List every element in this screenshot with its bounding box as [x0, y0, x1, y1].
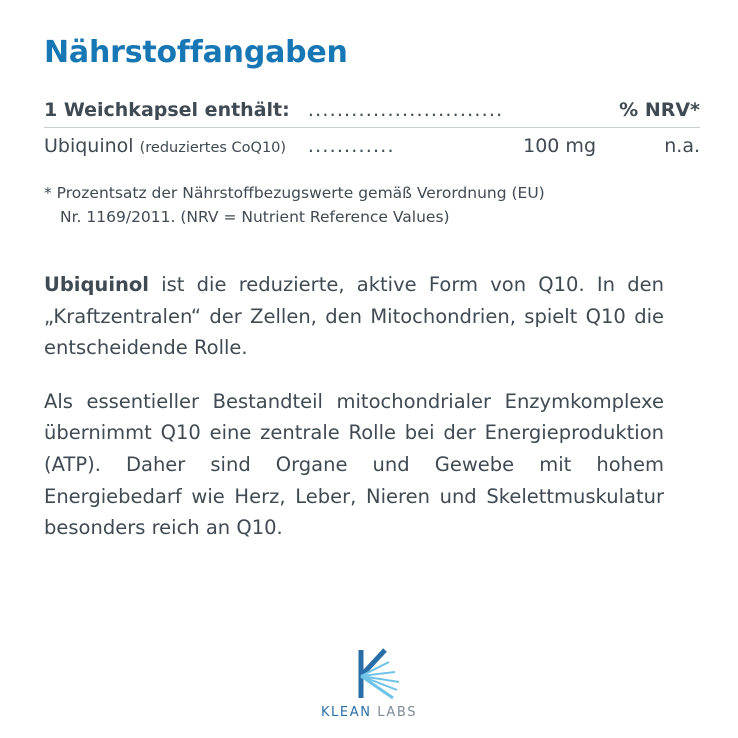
header-dot-leader: ........................... — [308, 99, 518, 128]
nrv-header: % NRV* — [596, 99, 700, 128]
nutrition-table — [44, 99, 700, 159]
paragraph-1-rest: ist die reduzierte, aktive Form von Q10. In den „Kraftzentralen“ der Zellen, den Mitochondrien, spielt Q10 die entscheidende Rolle. — [44, 273, 664, 360]
header-amount-spacer — [518, 99, 596, 128]
logo-brand: KLEAN — [320, 705, 372, 720]
paragraph-1-lead: Ubiquinol — [44, 273, 149, 297]
description-text — [44, 269, 664, 544]
klean-labs-k-icon — [323, 646, 415, 702]
table-row — [44, 128, 700, 160]
nutrient-name-sub: (reduziertes CoQ10) — [139, 140, 287, 156]
footnote-line-1: * Prozentsatz der Nährstoffbezugswerte gemäß Verordnung (EU) — [44, 184, 545, 202]
footnote — [44, 181, 684, 229]
table-header-row — [44, 99, 700, 128]
footnote-line-2: Nr. 1169/2011. (NRV = Nutrient Reference Values) — [60, 208, 450, 227]
brand-logo — [0, 646, 738, 720]
logo-sub: LABS — [371, 705, 418, 720]
nutrient-nrv: n.a. — [664, 135, 700, 157]
logo-wordmark — [321, 705, 417, 720]
serving-label: 1 Weichkapsel enthält: — [44, 99, 308, 128]
page-title: Nährstoffangaben — [44, 35, 348, 70]
nutrient-amount: 100 mg — [523, 135, 596, 157]
nutrient-name-cell — [44, 128, 308, 160]
paragraph-2: Als essentieller Bestandteil mitochondrialer Enzymkomplexe übernimmt Q10 eine zentrale Rolle bei der Energieproduktion (ATP). Daher sind Organe und Gewebe mit hohem Energiebedarf wie Herz, Leber, Nieren und Skelettmuskulatur besonders reich an Q10. — [44, 389, 664, 540]
paragraph-1 — [44, 269, 664, 364]
row-dot-leader: ............ — [307, 135, 395, 157]
nutrient-name: Ubiquinol — [44, 135, 134, 157]
